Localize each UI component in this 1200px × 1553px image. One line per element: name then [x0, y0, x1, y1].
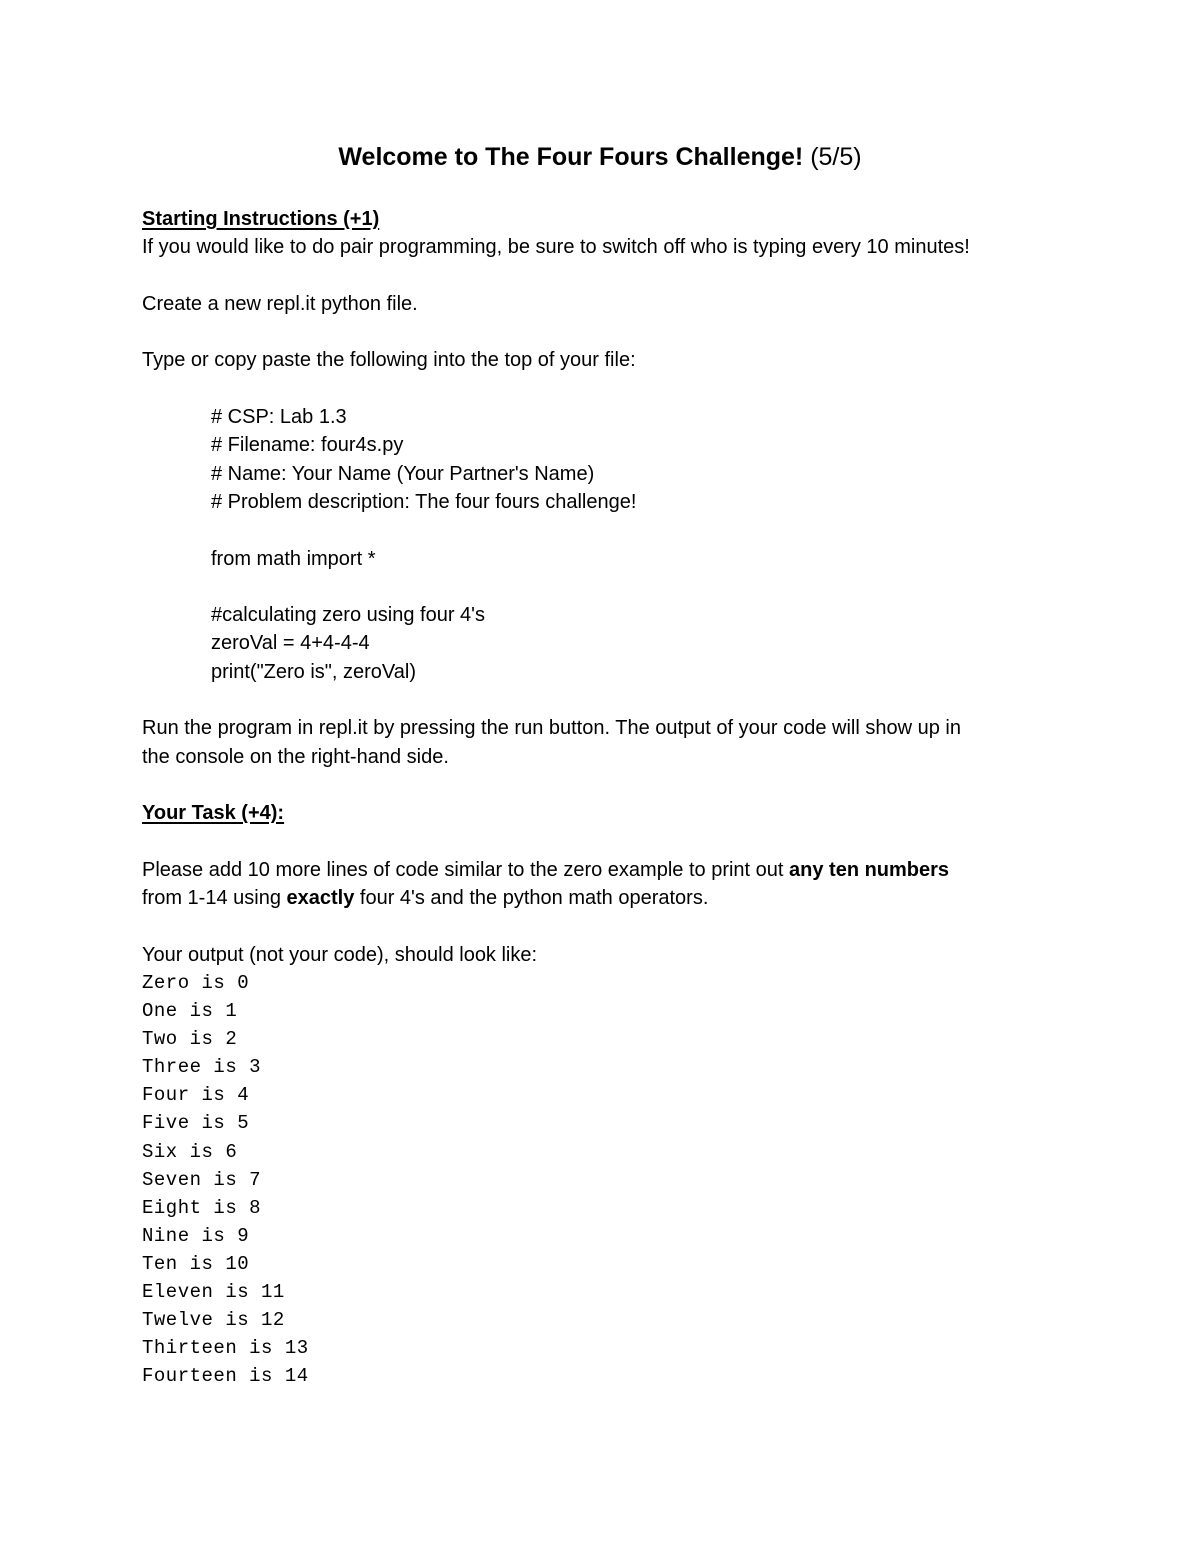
code-line: # Filename: four4s.py [211, 434, 404, 457]
output-line: Four is 4 [142, 1084, 250, 1107]
code-line: zeroVal = 4+4-4-4 [211, 632, 370, 655]
code-line: from math import * [211, 547, 376, 570]
run-instruction-line-1: Run the program in repl.it by pressing the run button. The output of your code will show up in [142, 717, 961, 740]
sample-output [142, 969, 1062, 1390]
page-title [0, 140, 1200, 174]
code-line: # Name: Your Name (Your Partner's Name) [211, 462, 595, 485]
output-line: Three is 3 [142, 1056, 262, 1079]
output-line: Eleven is 11 [142, 1281, 285, 1304]
code-line: # Problem description: The four fours challenge! [211, 490, 637, 513]
code-line [211, 516, 1062, 544]
code-snippet [142, 403, 1062, 686]
title-score: (5/5) [803, 143, 862, 171]
output-line: Fourteen is 14 [142, 1365, 309, 1388]
code-line: # CSP: Lab 1.3 [211, 406, 347, 429]
code-line [211, 573, 1062, 601]
output-line: Zero is 0 [142, 972, 250, 995]
run-instruction-line-2: the console on the right-hand side. [142, 745, 449, 768]
document-body [142, 205, 1062, 1390]
your-task-heading: Your Task (+4): [142, 802, 285, 825]
output-line: Twelve is 12 [142, 1309, 285, 1332]
output-line: Thirteen is 13 [142, 1337, 309, 1360]
code-line: #calculating zero using four 4's [211, 604, 485, 627]
task-text: Please add 10 more lines of code similar to the zero example to print out [142, 858, 790, 881]
output-line: Eight is 8 [142, 1196, 262, 1219]
output-line: Two is 2 [142, 1028, 238, 1051]
output-line: Five is 5 [142, 1112, 250, 1135]
output-intro: Your output (not your code), should look like: [142, 943, 538, 966]
task-text: from 1-14 using [142, 887, 287, 910]
output-line: Seven is 7 [142, 1168, 262, 1191]
starting-instructions-heading: Starting Instructions (+1) [142, 208, 380, 230]
type-copy-instruction: Type or copy paste the following into the top of your file: [142, 349, 636, 372]
output-line: Ten is 10 [142, 1252, 250, 1275]
code-line: print("Zero is", zeroVal) [211, 660, 416, 683]
output-line: Six is 6 [142, 1140, 238, 1163]
task-emphasis: exactly [286, 887, 355, 910]
create-file-instruction: Create a new repl.it python file. [142, 292, 418, 315]
task-text: four 4's and the python math operators. [354, 887, 709, 910]
task-paragraph-line-2 [142, 884, 1062, 912]
task-emphasis: any ten numbers [789, 858, 950, 881]
output-line: Nine is 9 [142, 1224, 250, 1247]
output-line: One is 1 [142, 1000, 238, 1023]
task-paragraph-line-1 [142, 856, 1062, 884]
title-main: Welcome to The Four Fours Challenge! [338, 143, 804, 171]
pair-programming-note: If you would like to do pair programming, be sure to switch off who is typing every 10 minutes! [142, 236, 970, 259]
